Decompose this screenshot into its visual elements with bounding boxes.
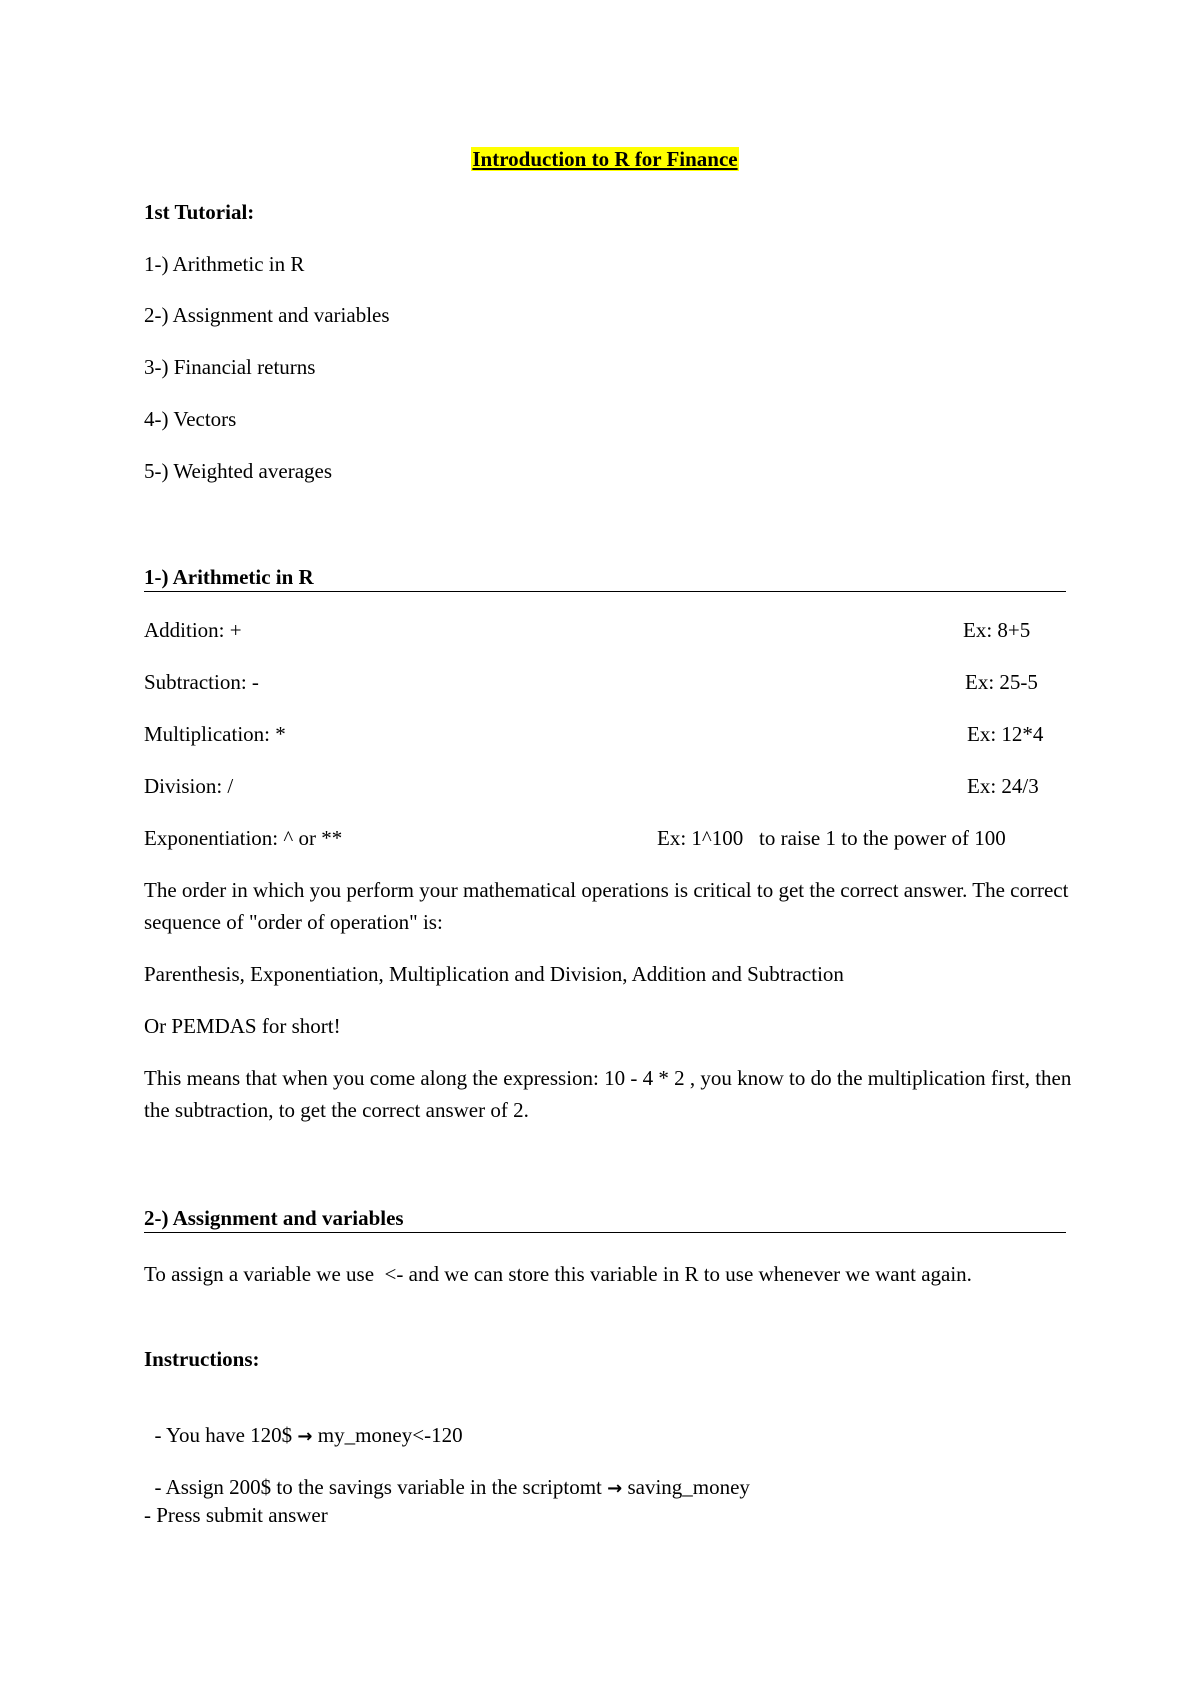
operation-label: Exponentiation: ^ or ** bbox=[144, 826, 343, 850]
toc-heading: 1st Tutorial: bbox=[144, 200, 255, 224]
instruction-code: my_money<-120 bbox=[312, 1423, 463, 1447]
operation-label: Addition: + bbox=[144, 618, 242, 642]
operation-example: Ex: 8+5 bbox=[963, 618, 1031, 642]
expression-example-paragraph: This means that when you come along the expression: 10 - 4 * 2 , you know to do the multiplication first, then the subtraction, to get the correct answer of 2. bbox=[144, 1066, 1072, 1122]
operation-example: Ex: 1^100 to raise 1 to the power of 100 bbox=[657, 826, 1006, 850]
instruction-text: - You have 120$ bbox=[154, 1423, 298, 1447]
toc-item: 2-) Assignment and variables bbox=[144, 303, 390, 327]
pemdas-sequence: Parenthesis, Exponentiation, Multiplication and Division, Addition and Subtraction bbox=[144, 962, 844, 986]
operation-example: Ex: 24/3 bbox=[967, 774, 1039, 798]
section-heading-assignment: 2-) Assignment and variables bbox=[144, 1206, 1066, 1233]
operation-label: Subtraction: - bbox=[144, 670, 259, 694]
arrow-right-icon: → bbox=[297, 1426, 313, 1447]
instruction-item bbox=[144, 1451, 750, 1501]
operation-label: Multiplication: * bbox=[144, 722, 286, 746]
instructions-heading: Instructions: bbox=[144, 1347, 260, 1371]
instruction-code: saving_money bbox=[622, 1475, 750, 1499]
pemdas-note: Or PEMDAS for short! bbox=[144, 1014, 341, 1038]
toc-item: 5-) Weighted averages bbox=[144, 459, 333, 483]
document-title-text: Introduction to R for Finance bbox=[472, 147, 738, 171]
operation-example: Ex: 25-5 bbox=[965, 670, 1038, 694]
operation-example: Ex: 12*4 bbox=[967, 722, 1044, 746]
order-of-operations-paragraph: The order in which you perform your mathematical operations is critical to get the correct answer. The correct sequence of "order of operation" is: bbox=[144, 878, 1069, 934]
instruction-text: - Assign 200$ to the savings variable in the scriptomt bbox=[154, 1475, 608, 1499]
assignment-intro-paragraph: To assign a variable we use <- and we can store this variable in R to use whenever we want again. bbox=[144, 1262, 972, 1286]
toc-item: 4-) Vectors bbox=[144, 407, 237, 431]
arrow-right-icon: → bbox=[607, 1478, 623, 1499]
instruction-item bbox=[144, 1399, 463, 1449]
instruction-text: - Press submit answer bbox=[144, 1503, 328, 1527]
toc-item: 3-) Financial returns bbox=[144, 355, 316, 379]
operation-label: Division: / bbox=[144, 774, 234, 798]
toc-item: 1-) Arithmetic in R bbox=[144, 252, 305, 276]
document-title bbox=[0, 147, 1200, 171]
section-heading-arithmetic: 1-) Arithmetic in R bbox=[144, 565, 1066, 592]
instruction-item bbox=[144, 1503, 328, 1527]
